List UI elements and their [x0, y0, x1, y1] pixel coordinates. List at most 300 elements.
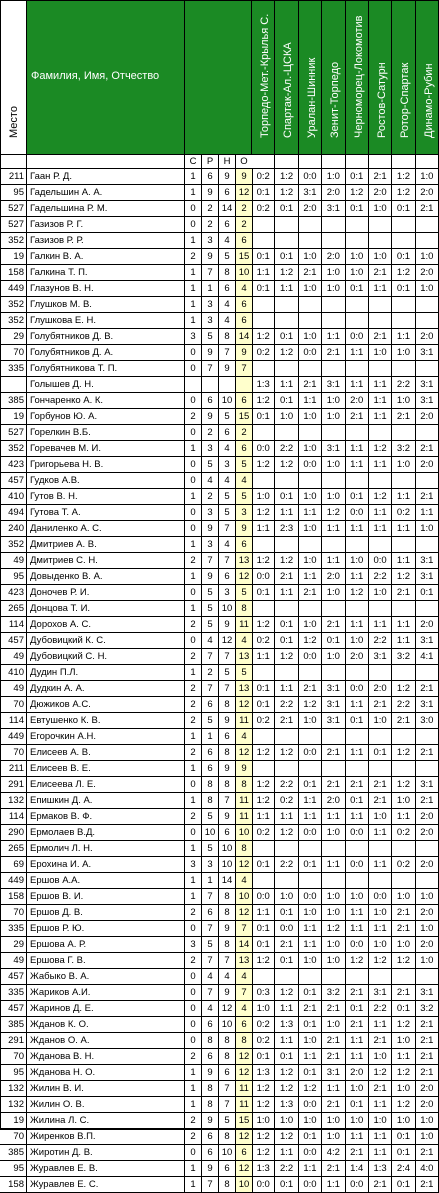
- prediction-cell: 1:2: [346, 185, 369, 201]
- stat-cell: 6: [202, 905, 219, 921]
- prediction-cell: 2:1: [346, 985, 369, 1001]
- prediction-cell: 1:1: [252, 521, 275, 537]
- prediction-cell: [416, 601, 439, 617]
- points-cell: 5: [236, 665, 253, 681]
- prediction-cell: 3:1: [416, 777, 439, 793]
- points-cell: 10: [236, 265, 253, 281]
- stat-cell: 3: [219, 457, 236, 473]
- prediction-cell: 1:2: [275, 553, 298, 569]
- points-cell: 8: [236, 1033, 253, 1049]
- prediction-cell: [322, 873, 345, 889]
- prediction-cell: 1:1: [392, 617, 415, 633]
- place-cell: 457: [0, 1001, 27, 1017]
- prediction-cell: [299, 841, 322, 857]
- stat-cell: 6: [202, 761, 219, 777]
- prediction-cell: 2:1: [322, 745, 345, 761]
- prediction-cell: 2:1: [299, 377, 322, 393]
- prediction-cell: 0:1: [299, 1065, 322, 1081]
- points-cell: 2: [236, 425, 253, 441]
- points-cell: 4: [236, 281, 253, 297]
- stat-cell: 1: [185, 169, 202, 185]
- prediction-cell: 1:0: [416, 249, 439, 265]
- prediction-cell: 1:1: [322, 1081, 345, 1097]
- prediction-cell: 1:1: [275, 1033, 298, 1049]
- prediction-cell: 2:0: [346, 393, 369, 409]
- points-cell: 8: [236, 601, 253, 617]
- prediction-cell: 2:1: [322, 1001, 345, 1017]
- prediction-cell: 0:2: [252, 1017, 275, 1033]
- prediction-cell: 0:1: [322, 633, 345, 649]
- prediction-cell: [299, 425, 322, 441]
- stat-cell: 8: [219, 1033, 236, 1049]
- prediction-cell: 2:1: [299, 265, 322, 281]
- place-cell: 132: [0, 1097, 27, 1113]
- stat-cell: 6: [219, 825, 236, 841]
- points-cell: 6: [236, 441, 253, 457]
- prediction-cell: 2:1: [416, 1049, 439, 1065]
- name-cell: Жданова Н. О.: [27, 1065, 185, 1081]
- prediction-cell: 2:1: [369, 777, 392, 793]
- points-cell: 11: [236, 809, 253, 825]
- prediction-cell: [392, 233, 415, 249]
- stat-cell: 8: [219, 905, 236, 921]
- prediction-cell: 1:1: [299, 393, 322, 409]
- prediction-cell: 1:0: [322, 409, 345, 425]
- prediction-cell: 1:0: [299, 249, 322, 265]
- prediction-cell: 2:2: [369, 569, 392, 585]
- prediction-cell: 2:1: [369, 697, 392, 713]
- name-cell: Ершов В. И.: [27, 889, 185, 905]
- points-cell: 13: [236, 649, 253, 665]
- place-cell: 265: [0, 601, 27, 617]
- stat-cell: 4: [219, 473, 236, 489]
- prediction-cell: 1:1: [369, 521, 392, 537]
- points-cell: 6: [236, 537, 253, 553]
- prediction-cell: 1:2: [392, 185, 415, 201]
- prediction-cell: 2:1: [299, 681, 322, 697]
- stat-cell: 0: [185, 505, 202, 521]
- prediction-cell: [369, 361, 392, 377]
- points-cell: 5: [236, 585, 253, 601]
- name-cell: Донцова Т. И.: [27, 601, 185, 617]
- prediction-cell: 1:0: [322, 1129, 345, 1145]
- stat-cell: 7: [202, 921, 219, 937]
- stat-cell: 1: [185, 841, 202, 857]
- points-cell: 12: [236, 745, 253, 761]
- prediction-cell: 0:1: [252, 681, 275, 697]
- match-header: [299, 0, 322, 155]
- prediction-cell: [346, 537, 369, 553]
- prediction-cell: 1:1: [346, 457, 369, 473]
- stat-cell: 10: [219, 1017, 236, 1033]
- prediction-cell: 1:0: [416, 281, 439, 297]
- prediction-cell: 1:1: [346, 441, 369, 457]
- prediction-cell: 2:1: [369, 1081, 392, 1097]
- prediction-cell: 1:2: [275, 169, 298, 185]
- prediction-cell: 0:1: [275, 1049, 298, 1065]
- stat-cell: 8: [219, 937, 236, 953]
- prediction-cell: 1:0: [299, 617, 322, 633]
- prediction-cell: 2:1: [369, 793, 392, 809]
- stat-cell: 5: [202, 841, 219, 857]
- prediction-cell: [322, 729, 345, 745]
- prediction-cell: 1:2: [275, 185, 298, 201]
- prediction-cell: [369, 217, 392, 233]
- prediction-cell: 0:2: [392, 505, 415, 521]
- prediction-cell: 1:2: [275, 649, 298, 665]
- prediction-cell: 0:1: [252, 857, 275, 873]
- name-cell: Ермолич Л. Н.: [27, 841, 185, 857]
- prediction-cell: 1:3: [275, 1097, 298, 1113]
- prediction-cell: [416, 761, 439, 777]
- place-cell: 352: [0, 297, 27, 313]
- points-cell: 5: [236, 489, 253, 505]
- prediction-cell: 3:1: [416, 553, 439, 569]
- prediction-cell: 2:1: [416, 1065, 439, 1081]
- stat-cell: 7: [202, 553, 219, 569]
- prediction-cell: 2:0: [416, 617, 439, 633]
- prediction-cell: 2:2: [392, 377, 415, 393]
- prediction-cell: 1:2: [252, 553, 275, 569]
- prediction-cell: [299, 537, 322, 553]
- stat-cell: 1: [202, 873, 219, 889]
- stat-cell: 8: [219, 697, 236, 713]
- stat-cell: 4: [219, 441, 236, 457]
- stat-cell: 1: [185, 489, 202, 505]
- points-cell: 7: [236, 985, 253, 1001]
- prediction-cell: 1:0: [322, 281, 345, 297]
- stat-cell: 4: [219, 969, 236, 985]
- prediction-cell: 1:0: [392, 937, 415, 953]
- prediction-cell: 2:1: [275, 569, 298, 585]
- place-cell: 114: [0, 809, 27, 825]
- prediction-cell: 1:1: [392, 521, 415, 537]
- prediction-cell: [275, 425, 298, 441]
- name-cell: Ершов Д. В.: [27, 905, 185, 921]
- stat-cell: 2: [202, 201, 219, 217]
- prediction-cell: 2:0: [369, 185, 392, 201]
- name-cell: Гадельшина Р. М.: [27, 201, 185, 217]
- stat-cell: 6: [219, 281, 236, 297]
- prediction-cell: 1:0: [322, 585, 345, 601]
- stat-cell: 8: [219, 745, 236, 761]
- name-cell: Жабыко В. А.: [27, 969, 185, 985]
- points-cell: 2: [236, 201, 253, 217]
- prediction-cell: 0:2: [252, 169, 275, 185]
- prediction-cell: 0:0: [299, 457, 322, 473]
- stat-cell: 8: [202, 793, 219, 809]
- prediction-cell: 1:2: [392, 681, 415, 697]
- prediction-cell: 3:1: [416, 377, 439, 393]
- stat-cell: 6: [202, 745, 219, 761]
- prediction-cell: [275, 473, 298, 489]
- prediction-cell: 1:0: [299, 905, 322, 921]
- points-cell: 9: [236, 761, 253, 777]
- prediction-cell: 1:0: [416, 921, 439, 937]
- prediction-cell: [416, 233, 439, 249]
- prediction-cell: 1:1: [392, 489, 415, 505]
- stat-cell: 7: [219, 649, 236, 665]
- prediction-cell: 4:2: [322, 1145, 345, 1161]
- name-cell: Даниленко А. С.: [27, 521, 185, 537]
- prediction-cell: 1:1: [416, 505, 439, 521]
- prediction-cell: 1:1: [275, 281, 298, 297]
- stat-cell: 10: [219, 841, 236, 857]
- prediction-cell: 1:2: [275, 1065, 298, 1081]
- prediction-cell: 1:1: [275, 1145, 298, 1161]
- match-header-label: Ростов-Сатурн: [375, 62, 388, 138]
- stat-cell: 3: [202, 505, 219, 521]
- place-cell: 449: [0, 281, 27, 297]
- place-cell: 527: [0, 425, 27, 441]
- prediction-cell: [252, 601, 275, 617]
- stat-cell: 7: [202, 953, 219, 969]
- stat-cell: 9: [202, 1161, 219, 1177]
- prediction-cell: [416, 473, 439, 489]
- place-cell: 291: [0, 777, 27, 793]
- prediction-cell: 0:1: [346, 169, 369, 185]
- prediction-cell: 1:2: [252, 329, 275, 345]
- name-cell: Ерохина И. А.: [27, 857, 185, 873]
- prediction-cell: [275, 361, 298, 377]
- prediction-cell: 1:0: [275, 409, 298, 425]
- prediction-cell: 3:1: [369, 649, 392, 665]
- prediction-cell: 2:2: [369, 1001, 392, 1017]
- stat-cell: 9: [202, 569, 219, 585]
- prediction-cell: 1:2: [252, 953, 275, 969]
- name-cell: Ершов Р. Ю.: [27, 921, 185, 937]
- prediction-cell: 1:0: [346, 1081, 369, 1097]
- prediction-cell: 1:0: [392, 793, 415, 809]
- stat-cell: 10: [219, 857, 236, 873]
- stat-cell: 7: [219, 521, 236, 537]
- stat-cell: 0: [185, 777, 202, 793]
- prediction-cell: 1:0: [416, 953, 439, 969]
- prediction-cell: 1:1: [369, 857, 392, 873]
- prediction-cell: 1:1: [346, 1049, 369, 1065]
- stat-cell: 12: [219, 633, 236, 649]
- prediction-cell: 1:0: [346, 633, 369, 649]
- prediction-cell: [416, 665, 439, 681]
- prediction-cell: 0:0: [299, 1177, 322, 1193]
- prediction-cell: [322, 969, 345, 985]
- prediction-cell: [322, 361, 345, 377]
- place-cell: 70: [0, 745, 27, 761]
- prediction-cell: 1:0: [299, 1113, 322, 1129]
- subheader-blank: [27, 155, 185, 169]
- name-cell: Гудков А.В.: [27, 473, 185, 489]
- prediction-cell: [275, 665, 298, 681]
- prediction-cell: 1:0: [252, 1113, 275, 1129]
- prediction-cell: 1:1: [392, 809, 415, 825]
- points-cell: 14: [236, 329, 253, 345]
- prediction-cell: 2:1: [322, 777, 345, 793]
- match-header: [275, 0, 298, 155]
- prediction-cell: [346, 873, 369, 889]
- name-cell: Жданов О. А.: [27, 1033, 185, 1049]
- stat-cell: 1: [185, 265, 202, 281]
- name-cell: Гаан Р. Д.: [27, 169, 185, 185]
- prediction-cell: 1:1: [346, 905, 369, 921]
- stat-cell: 2: [185, 953, 202, 969]
- prediction-cell: 3:1: [322, 681, 345, 697]
- stat-cell: 7: [219, 1097, 236, 1113]
- prediction-cell: 0:0: [299, 889, 322, 905]
- name-cell: Елисеев В. Е.: [27, 761, 185, 777]
- stat-cell: 3: [202, 297, 219, 313]
- name-cell: Довыденко В. А.: [27, 569, 185, 585]
- points-cell: 11: [236, 617, 253, 633]
- prediction-cell: 1:1: [392, 633, 415, 649]
- prediction-cell: 0:0: [299, 169, 322, 185]
- prediction-cell: [346, 969, 369, 985]
- subheader-blank: [0, 155, 27, 169]
- name-cell: Гутов В. Н.: [27, 489, 185, 505]
- points-cell: 13: [236, 553, 253, 569]
- stat-cell: 8: [219, 777, 236, 793]
- prediction-cell: 1:3: [369, 1161, 392, 1177]
- prediction-cell: 0:1: [275, 249, 298, 265]
- stat-cell: 5: [202, 601, 219, 617]
- prediction-cell: 0:1: [275, 617, 298, 633]
- stat-cell: 9: [202, 345, 219, 361]
- prediction-cell: [252, 841, 275, 857]
- prediction-cell: 2:0: [416, 457, 439, 473]
- prediction-cell: 2:1: [416, 1017, 439, 1033]
- stat-cell: 2: [185, 697, 202, 713]
- stat-cell: 3: [185, 857, 202, 873]
- prediction-cell: 1:0: [416, 1113, 439, 1129]
- prediction-cell: 1:1: [275, 377, 298, 393]
- place-cell: 352: [0, 313, 27, 329]
- prediction-cell: 1:2: [252, 777, 275, 793]
- name-cell: Гадельшин А. А.: [27, 185, 185, 201]
- points-cell: 8: [236, 841, 253, 857]
- stat-cell: 8: [219, 889, 236, 905]
- stat-cell: 7: [219, 553, 236, 569]
- prediction-cell: 0:1: [275, 329, 298, 345]
- prediction-cell: [416, 841, 439, 857]
- stat-cell: 0: [185, 393, 202, 409]
- prediction-cell: [299, 601, 322, 617]
- prediction-cell: 1:1: [299, 937, 322, 953]
- prediction-cell: [416, 873, 439, 889]
- prediction-cell: 1:0: [322, 489, 345, 505]
- prediction-cell: 1:1: [369, 921, 392, 937]
- prediction-cell: 0:2: [252, 345, 275, 361]
- prediction-cell: [392, 873, 415, 889]
- name-cell: Елисеева Л. Е.: [27, 777, 185, 793]
- stat-cell: 1: [185, 537, 202, 553]
- prediction-cell: 1:1: [299, 569, 322, 585]
- points-cell: 15: [236, 1113, 253, 1129]
- prediction-cell: 2:0: [416, 937, 439, 953]
- prediction-cell: [369, 473, 392, 489]
- prediction-cell: 1:0: [392, 889, 415, 905]
- points-cell: 6: [236, 297, 253, 313]
- prediction-cell: [322, 473, 345, 489]
- prediction-cell: [299, 873, 322, 889]
- prediction-cell: [346, 665, 369, 681]
- prediction-cell: 1:2: [275, 265, 298, 281]
- place-cell: 410: [0, 665, 27, 681]
- stat-cell: 5: [202, 329, 219, 345]
- prediction-cell: [322, 601, 345, 617]
- prediction-cell: 1:2: [322, 505, 345, 521]
- prediction-cell: 0:1: [392, 1177, 415, 1193]
- stat-cell: 7: [202, 985, 219, 1001]
- place-cell: 158: [0, 1177, 27, 1193]
- stat-cell: 7: [202, 889, 219, 905]
- prediction-cell: [322, 841, 345, 857]
- prediction-cell: [392, 217, 415, 233]
- stat-cell: 6: [202, 393, 219, 409]
- prediction-cell: 0:0: [252, 569, 275, 585]
- prediction-cell: [416, 729, 439, 745]
- prediction-cell: [275, 217, 298, 233]
- prediction-cell: 3:1: [416, 393, 439, 409]
- prediction-cell: 0:1: [275, 633, 298, 649]
- prediction-cell: 0:1: [275, 905, 298, 921]
- prediction-cell: 1:1: [369, 457, 392, 473]
- points-cell: 4: [236, 473, 253, 489]
- prediction-cell: 1:0: [322, 825, 345, 841]
- prediction-cell: 2:1: [346, 1145, 369, 1161]
- points-cell: 2: [236, 217, 253, 233]
- prediction-cell: 0:0: [369, 889, 392, 905]
- stat-cell: 0: [185, 473, 202, 489]
- prediction-cell: [252, 873, 275, 889]
- stat-cell: 4: [202, 1001, 219, 1017]
- stat-cell: 9: [219, 361, 236, 377]
- prediction-cell: [392, 313, 415, 329]
- stat-cell: 7: [202, 649, 219, 665]
- place-cell: 211: [0, 761, 27, 777]
- prediction-cell: 1:0: [369, 1049, 392, 1065]
- points-cell: 12: [236, 697, 253, 713]
- name-cell: Журавлев Е. С.: [27, 1177, 185, 1193]
- prediction-cell: 1:2: [252, 1145, 275, 1161]
- place-cell: 494: [0, 505, 27, 521]
- prediction-cell: [369, 729, 392, 745]
- stat-cell: 7: [219, 1081, 236, 1097]
- place-cell: 423: [0, 457, 27, 473]
- name-cell: Жиренков В.П.: [27, 1129, 185, 1145]
- prediction-cell: [369, 761, 392, 777]
- stat-cell: 10: [219, 1145, 236, 1161]
- prediction-cell: 3:1: [416, 697, 439, 713]
- prediction-cell: [322, 537, 345, 553]
- prediction-cell: [369, 425, 392, 441]
- prediction-cell: [346, 473, 369, 489]
- prediction-cell: [392, 537, 415, 553]
- prediction-cell: 1:1: [369, 409, 392, 425]
- place-cell: 49: [0, 649, 27, 665]
- prediction-cell: 0:1: [275, 489, 298, 505]
- prediction-cell: 1:0: [416, 889, 439, 905]
- prediction-cell: 2:1: [322, 1161, 345, 1177]
- prediction-cell: [416, 969, 439, 985]
- prediction-cell: [252, 761, 275, 777]
- prediction-cell: 2:0: [299, 201, 322, 217]
- prediction-cell: [275, 761, 298, 777]
- stat-cell: 5: [219, 1113, 236, 1129]
- prediction-cell: 1:0: [299, 713, 322, 729]
- match-header: [252, 0, 275, 155]
- stat-cell: 1: [185, 441, 202, 457]
- stat-cell: 2: [185, 649, 202, 665]
- match-header: [322, 0, 345, 155]
